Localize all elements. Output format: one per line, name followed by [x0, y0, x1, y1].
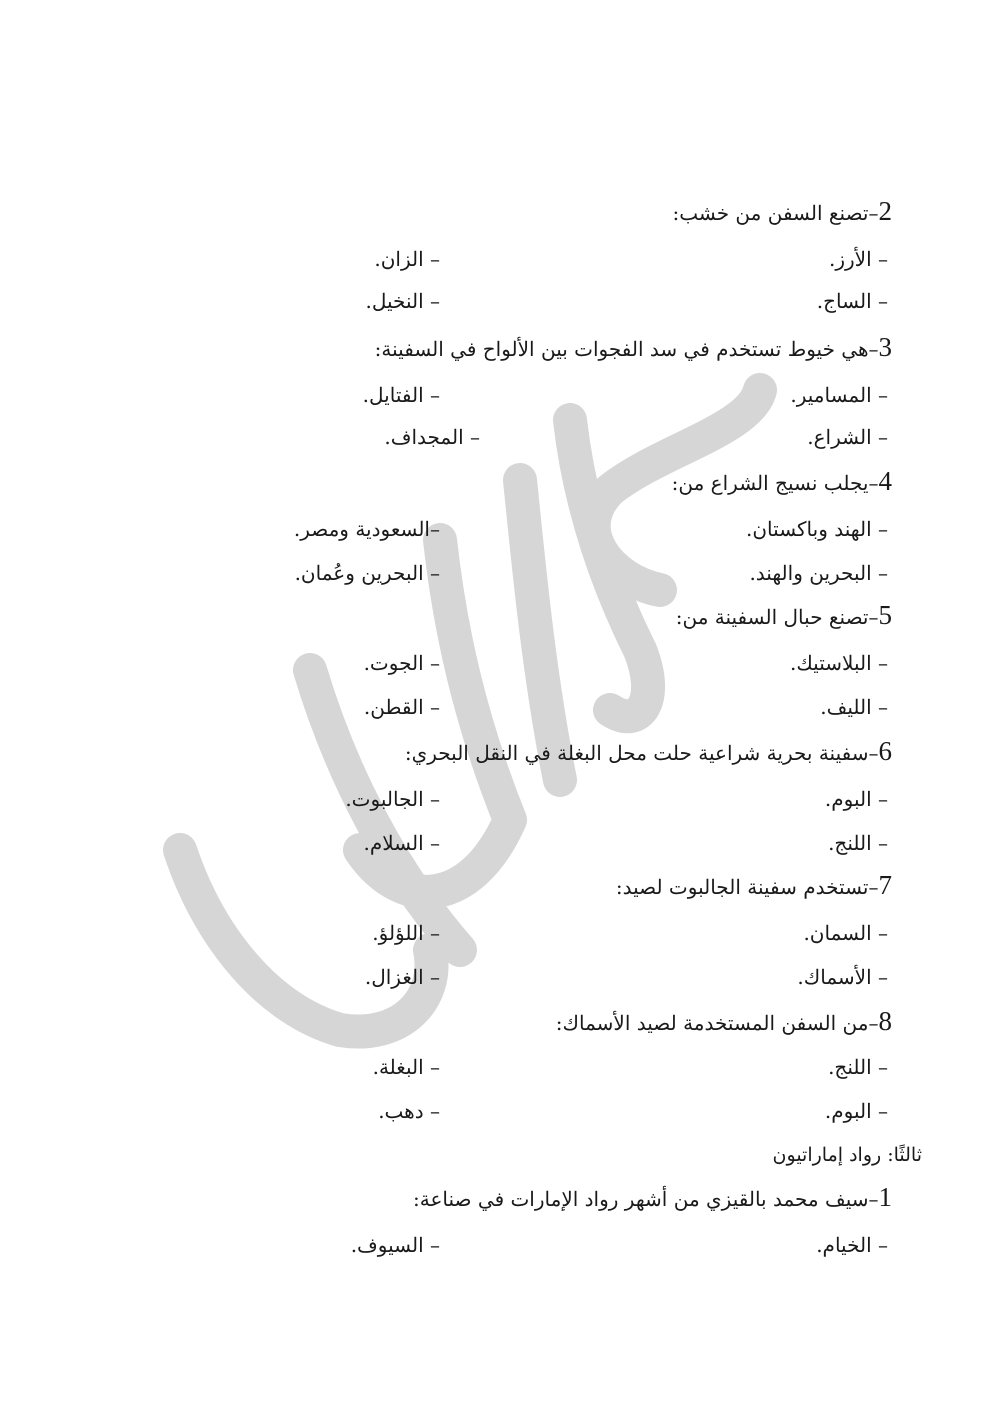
option-c: – الأسماك. [797, 965, 888, 989]
option-c: – اللنج. [828, 831, 888, 855]
option-d: – الغزال. [364, 965, 440, 989]
question-number: 7 [878, 870, 892, 900]
option-a: – الأرز. [829, 247, 888, 271]
question-5 [676, 600, 892, 630]
option-d: – البحرين وعُمان. [294, 561, 440, 585]
option-a: – اللنج. [828, 1055, 888, 1079]
option-d: – السلام. [363, 831, 440, 855]
question-number: 1 [878, 1182, 892, 1212]
question-6 [405, 736, 892, 766]
option-c: – الساج. [816, 289, 888, 313]
option-b: – الجالبوت. [345, 787, 440, 811]
question-2 [672, 196, 892, 226]
question-7 [616, 870, 892, 900]
option-d: – دهب. [378, 1099, 440, 1123]
section-heading: ثالثًا: رواد إماراتيون [772, 1144, 922, 1166]
option-d: – المجداف. [384, 425, 480, 449]
option-b: – اللؤلؤ. [372, 921, 440, 945]
question-number: 3 [878, 332, 892, 362]
question-text: –تصنع السفن من خشب: [672, 201, 879, 225]
question-number: 5 [878, 600, 892, 630]
option-c: – الشراع. [807, 425, 888, 449]
option-a: – المسامير. [790, 383, 888, 407]
option-d: – النخيل. [365, 289, 440, 313]
option-c: – البوم. [824, 1099, 888, 1123]
question-8 [556, 1006, 892, 1036]
question-1 [413, 1182, 892, 1212]
watermark-logo [140, 350, 800, 1070]
question-text: –سفينة بحرية شراعية حلت محل البغلة في النقل البحري: [404, 741, 879, 765]
option-c: – الليف. [820, 695, 888, 719]
question-text: –يجلب نسيج الشراع من: [671, 471, 879, 495]
option-d: – القطن. [363, 695, 440, 719]
question-text: –هي خيوط تستخدم في سد الفجوات بين الألواح في السفينة: [374, 337, 879, 361]
question-number: 8 [878, 1006, 892, 1036]
option-a: – الخيام. [816, 1233, 888, 1257]
option-a: – البلاستيك. [789, 651, 888, 675]
option-b: –السعودية ومصر. [293, 517, 440, 541]
question-text: –تستخدم سفينة الجالبوت لصيد: [615, 875, 879, 899]
option-a: – الهند وباكستان. [746, 517, 888, 541]
option-b: – الجوت. [363, 651, 440, 675]
option-a: – السمان. [803, 921, 888, 945]
question-text: –من السفن المستخدمة لصيد الأسماك: [555, 1011, 879, 1035]
question-text: –تصنع حبال السفينة من: [675, 605, 879, 629]
question-number: 4 [878, 466, 892, 496]
option-b: – البغلة. [372, 1055, 440, 1079]
option-c: – البحرين والهند. [749, 561, 888, 585]
question-3 [375, 332, 892, 362]
option-b: – السيوف. [350, 1233, 440, 1257]
question-text: –سيف محمد بالقيزي من أشهر رواد الإمارات في صناعة: [413, 1187, 879, 1211]
option-b: – الفتايل. [362, 383, 440, 407]
question-number: 2 [878, 196, 892, 226]
option-b: – الزان. [374, 247, 440, 271]
option-a: – البوم. [824, 787, 888, 811]
question-number: 6 [878, 736, 892, 766]
question-4 [672, 466, 892, 496]
